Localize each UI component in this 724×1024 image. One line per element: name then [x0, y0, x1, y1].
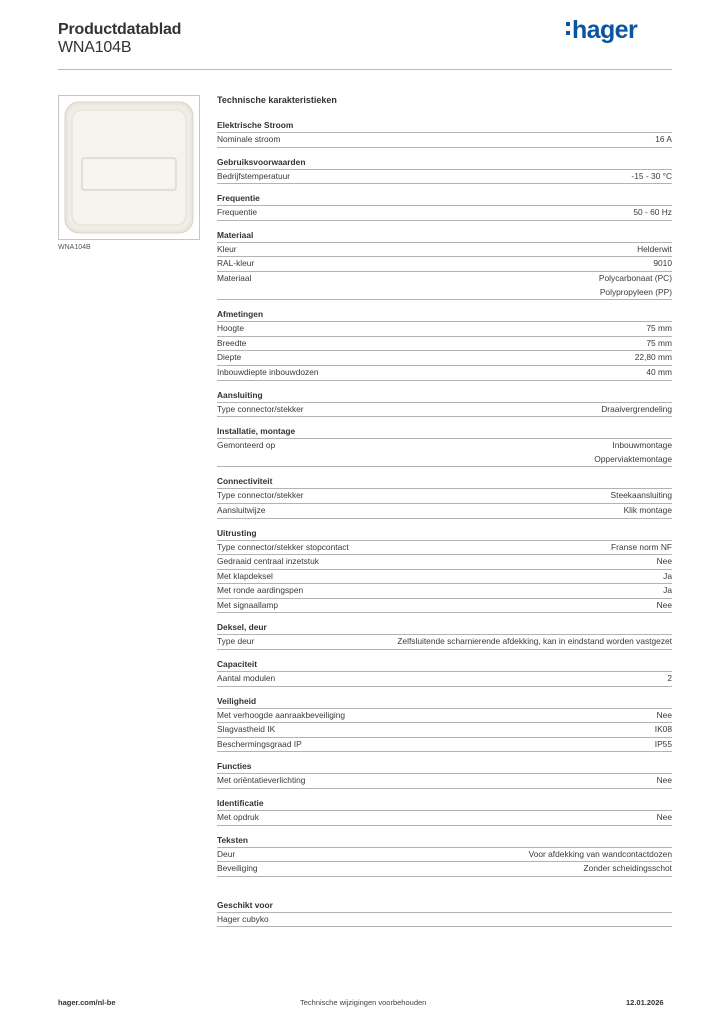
- section-identificatie: [217, 797, 672, 826]
- section-title: Frequentie: [217, 193, 260, 204]
- spec-label: Breedte: [217, 337, 247, 348]
- spec-row: [217, 438, 672, 467]
- spec-label: Type connector/stekker: [217, 490, 304, 501]
- spec-value: Helderwit: [637, 243, 672, 254]
- spec-row: [217, 569, 672, 584]
- section-connectiviteit: [217, 475, 672, 518]
- spec-row: [217, 671, 672, 687]
- section-spacer: [217, 885, 672, 899]
- spec-value: IP55: [654, 738, 672, 749]
- spec-value: 50 - 60 Hz: [633, 207, 672, 218]
- brand-logo-text: hager: [572, 16, 638, 44]
- spec-row: [217, 169, 672, 185]
- section-title: Geschikt voor: [217, 899, 273, 910]
- spec-label: Type deur: [217, 636, 255, 647]
- spec-row: [217, 773, 672, 789]
- spec-row: [217, 583, 672, 598]
- spec-value: Ja: [663, 570, 672, 581]
- spec-label: Aansluitwijze: [217, 504, 266, 515]
- product-image: [64, 101, 194, 234]
- spec-row: [217, 598, 672, 614]
- section-title: Installatie, montage: [217, 426, 296, 437]
- spec-label: Diepte: [217, 352, 242, 363]
- section-title: Materiaal: [217, 229, 254, 240]
- hager-logo: [566, 14, 658, 48]
- section-veiligheid: [217, 695, 672, 753]
- spec-row: [217, 722, 672, 737]
- section-uitrusting: [217, 527, 672, 614]
- spec-label: Beschermingsgraad IP: [217, 738, 302, 749]
- section-deksel-deur: [217, 621, 672, 650]
- footer-date: 12.01.2026: [626, 998, 664, 1007]
- spec-value: 75 mm: [646, 323, 672, 334]
- spec-label: Met oriëntatieverlichting: [217, 775, 306, 786]
- spec-label: Type connector/stekker stopcontact: [217, 541, 349, 552]
- spec-value: 2: [667, 673, 672, 684]
- section-functies: [217, 760, 672, 789]
- section-title: Identificatie: [217, 798, 264, 809]
- spec-label: Deur: [217, 848, 236, 859]
- spec-row: [217, 488, 672, 503]
- spec-value: 9010: [653, 258, 672, 269]
- section-teksten: [217, 834, 672, 877]
- section-title: Deksel, deur: [217, 622, 267, 633]
- spec-row: [217, 737, 672, 753]
- spec-value: Voor afdekking van wandcontactdozen: [528, 848, 672, 859]
- spec-value: Draaivergrendeling: [601, 403, 672, 414]
- spec-label: RAL-kleur: [217, 258, 255, 269]
- spec-row: [217, 708, 672, 723]
- spec-row: [217, 634, 672, 650]
- section-title: Connectiviteit: [217, 476, 273, 487]
- spec-value: IK08: [654, 724, 672, 735]
- spec-label: Nominale stroom: [217, 134, 281, 144]
- page-title: Productdatablad: [58, 21, 182, 38]
- spec-label: Hoogte: [217, 323, 245, 334]
- spec-label: Materiaal: [217, 272, 252, 283]
- section-title: Teksten: [217, 834, 249, 845]
- spec-label: Met signaallamp: [217, 599, 278, 610]
- spec-value: Ja: [663, 585, 672, 596]
- spec-label: Gedraaid centraal inzetstuk: [217, 556, 319, 567]
- spec-row: [217, 336, 672, 351]
- spec-value: Nee: [656, 556, 672, 567]
- spec-label: Type connector/stekker: [217, 403, 304, 414]
- spec-row: [217, 256, 672, 271]
- spec-row: [217, 350, 672, 365]
- spec-row: [217, 810, 672, 826]
- spec-value: Nee: [656, 812, 672, 823]
- spec-row: [217, 912, 672, 928]
- section-title: Afmetingen: [217, 309, 264, 320]
- product-code: WNA104B: [58, 39, 132, 56]
- spec-row: [217, 242, 672, 257]
- section-title: Gebruiksvoorwaarden: [217, 156, 306, 167]
- spec-value: [599, 272, 672, 299]
- spec-value: Nee: [656, 709, 672, 720]
- section-geschikt-voor: [217, 899, 672, 928]
- spec-label: Met verhoogde aanraakbeveiliging: [217, 709, 346, 720]
- section-title: Aansluiting: [217, 389, 263, 400]
- image-caption: WNA104B: [58, 244, 91, 251]
- spec-row: [217, 402, 672, 418]
- section-title: Elektrische Stroom: [217, 120, 294, 130]
- spec-value: [594, 439, 672, 466]
- spec-label: Bedrijfstemperatuur: [217, 170, 291, 181]
- spec-value: 40 mm: [646, 366, 672, 377]
- spec-label: Met klapdeksel: [217, 570, 273, 581]
- spec-value-line: Inbouwmontage: [612, 440, 672, 451]
- section-title: Uitrusting: [217, 527, 257, 538]
- spec-row: [217, 205, 672, 221]
- spec-row: [217, 365, 672, 381]
- product-image-frame: [58, 95, 200, 240]
- spec-label: Frequentie: [217, 207, 258, 218]
- spec-value-line: Polycarbonaat (PC): [598, 272, 672, 283]
- spec-value: 75 mm: [646, 337, 672, 348]
- spec-label: Hager cubyko: [217, 913, 269, 924]
- section-afmetingen: [217, 308, 672, 380]
- spec-value: Klik montage: [623, 504, 672, 515]
- spec-row: [217, 503, 672, 519]
- spec-row: [217, 540, 672, 555]
- specifications-table: [217, 95, 672, 935]
- section-materiaal: [217, 229, 672, 300]
- spec-row: [217, 271, 672, 300]
- section-gebruiksvoorwaarden: [217, 156, 672, 185]
- spec-value: Nee: [656, 599, 672, 610]
- spec-value-line: Opperviaktemontage: [594, 453, 672, 464]
- section-capaciteit: [217, 658, 672, 687]
- spec-label: Slagvastheid IK: [217, 724, 276, 735]
- spec-label: Inbouwdiepte inbouwdozen: [217, 366, 319, 377]
- spec-value: -15 - 30 °C: [631, 170, 672, 181]
- spec-value-line: Polypropyleen (PP): [599, 286, 672, 297]
- section-title: Capaciteit: [217, 659, 258, 670]
- section-title: Functies: [217, 761, 252, 772]
- spec-row: [217, 847, 672, 862]
- spec-value: Franse norm NF: [611, 541, 672, 552]
- header-divider: [58, 69, 672, 70]
- spec-row: [217, 132, 672, 148]
- spec-value: Steekaansluiting: [610, 490, 672, 501]
- spec-label: Beveiliging: [217, 863, 258, 874]
- spec-label: Aantal modulen: [217, 673, 276, 684]
- spec-label: Kleur: [217, 243, 237, 254]
- section-elektrische-stroom: [217, 119, 672, 148]
- spec-label: Met opdruk: [217, 812, 259, 823]
- spec-value: Zelfsluitende scharnierende afdekking, kan in eindstand worden vastgezet: [397, 636, 672, 647]
- footer-website: hager.com/nl-be: [58, 998, 116, 1007]
- section-title: Veiligheid: [217, 695, 257, 706]
- spec-value: Zonder scheidingsschot: [583, 863, 672, 874]
- section-frequentie: [217, 192, 672, 221]
- spec-label: Met ronde aardingspen: [217, 585, 304, 596]
- spec-row: [217, 321, 672, 336]
- spec-label: Gemonteerd op: [217, 440, 276, 451]
- section-installatie-montage: [217, 425, 672, 467]
- footer-disclaimer: Technische wijzigingen voorbehouden: [300, 998, 427, 1007]
- section-aansluiting: [217, 389, 672, 418]
- spec-row: [217, 861, 672, 877]
- spec-value: 22,80 mm: [634, 352, 672, 363]
- spec-value: 16 A: [655, 134, 672, 144]
- specs-heading: Technische karakteristieken: [217, 95, 337, 105]
- spec-value: Nee: [656, 775, 672, 786]
- spec-row: [217, 554, 672, 569]
